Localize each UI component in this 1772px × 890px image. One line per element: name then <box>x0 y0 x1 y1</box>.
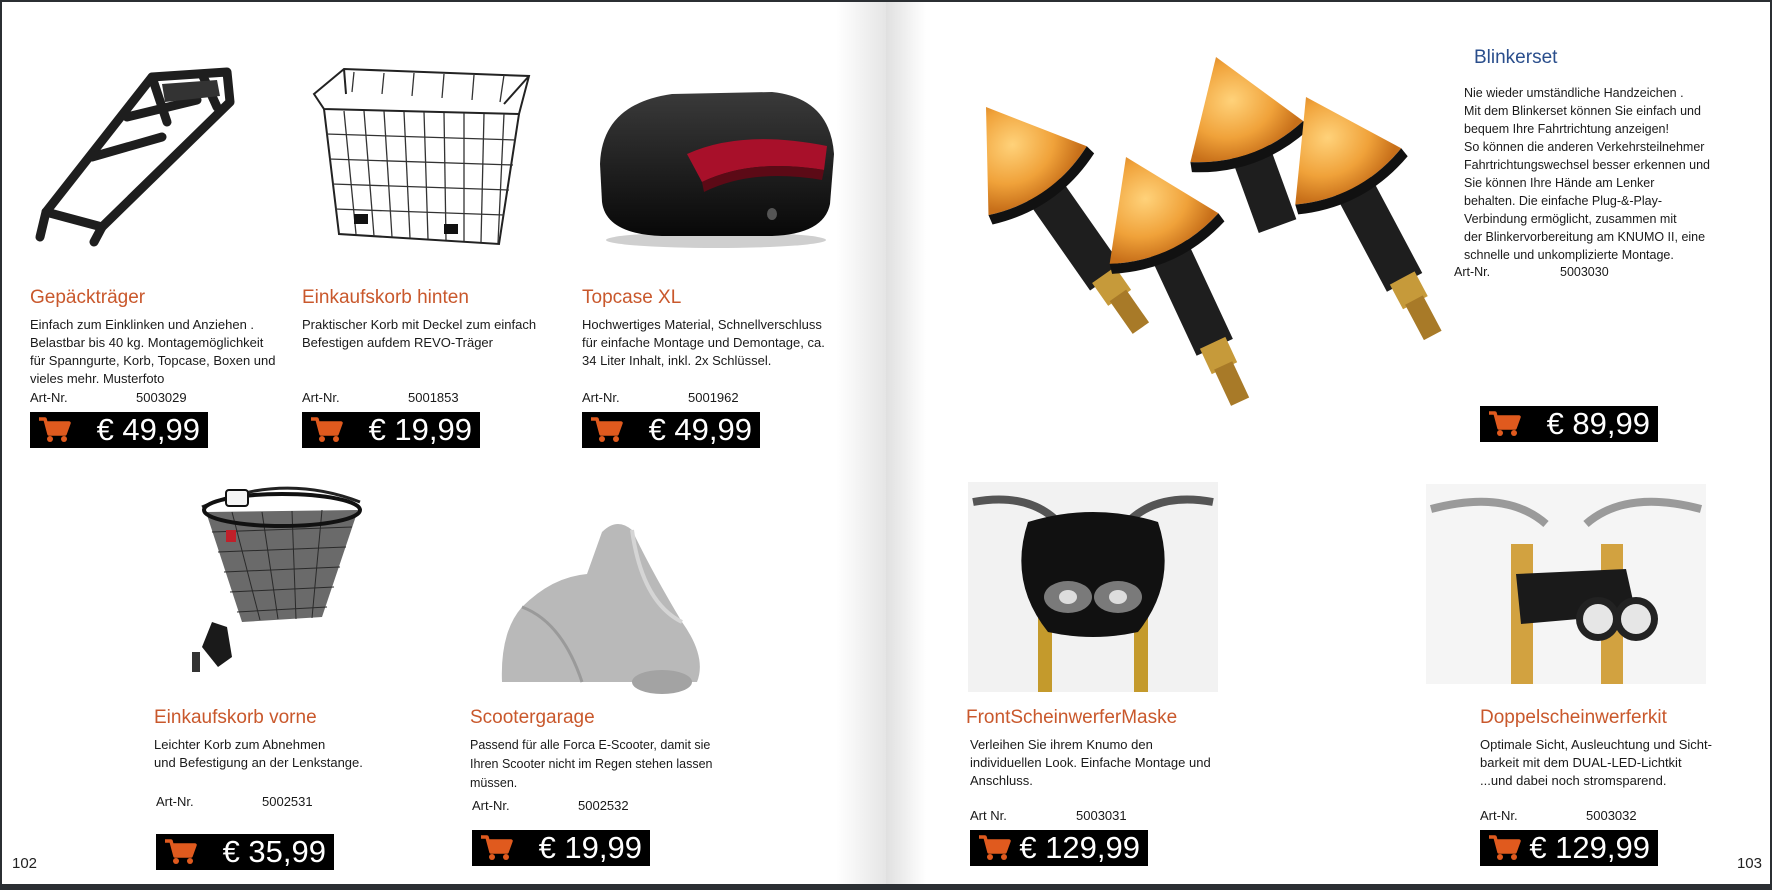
product-einkaufskorb-hinten <box>302 286 572 352</box>
price-box <box>582 412 760 448</box>
page-number: 102 <box>12 855 38 872</box>
art-nr-row <box>970 808 1127 823</box>
art-nr-label: Art-Nr. <box>472 798 510 813</box>
art-nr-label: Art-Nr. <box>156 794 194 809</box>
product-einkaufskorb-vorne <box>154 706 444 772</box>
price-box <box>156 834 334 870</box>
price-box <box>472 830 650 866</box>
art-nr-label: Art-Nr. <box>30 390 68 405</box>
product-title: Gepäckträger <box>30 287 146 308</box>
art-nr-label: Art-Nr. <box>1480 808 1518 823</box>
shopping-cart-icon <box>479 834 513 862</box>
product-title: Einkaufskorb vorne <box>154 707 317 728</box>
art-nr-row <box>1480 808 1637 823</box>
add-to-cart-button[interactable] <box>1480 830 1528 866</box>
product-doppelscheinwerferkit <box>1480 706 1760 790</box>
front-headlight-mask-image <box>968 482 1218 692</box>
shopping-cart-icon <box>1487 834 1521 862</box>
product-title: Doppelscheinwerferkit <box>1480 707 1667 728</box>
add-to-cart-button[interactable] <box>302 412 350 448</box>
product-title: Einkaufskorb hinten <box>302 287 469 308</box>
art-nr-value: 5001962 <box>688 390 739 405</box>
product-description: Hochwertiges Material, Schnellverschluss für einfache Montage und Demontage, ca. 34 Liter Inhalt, inkl. 2x Schlüssel. <box>582 317 825 368</box>
art-nr-label: Art-Nr. <box>302 390 340 405</box>
price-value: € 19,99 <box>368 412 472 447</box>
art-nr-row <box>582 390 739 405</box>
product-description: Leichter Korb zum Abnehmen und Befestigung an der Lenkstange. <box>154 737 363 770</box>
price-value: € 129,99 <box>1019 830 1140 865</box>
product-scootergarage <box>470 706 750 793</box>
dual-headlight-kit-image <box>1426 484 1706 684</box>
art-nr-row <box>472 798 629 813</box>
price-value: € 19,99 <box>538 830 642 865</box>
price-box <box>970 830 1148 866</box>
price-box <box>302 412 480 448</box>
art-nr-value: 5003032 <box>1586 808 1637 823</box>
rear-basket-image <box>304 64 536 254</box>
art-nr-value: 5003031 <box>1076 808 1127 823</box>
product-title: Topcase XL <box>582 287 682 308</box>
art-nr-label: Art-Nr. <box>582 390 620 405</box>
product-frontscheinwerfermaske <box>966 706 1266 790</box>
add-to-cart-button[interactable] <box>156 834 204 870</box>
art-nr-row <box>1454 265 1609 279</box>
product-description: Nie wieder umständliche Handzeichen . Mit dem Blinkerset können Sie einfach und bequem Ihre Fahrtrichtung anzeigen! So können die anderen Verkehrsteilnehmer Fahrtrichtungswechsel besser erkennen und Sie können Ihre Hände am Lenker behalten. Die einfache Plug-&-Play- Verbindung ermöglicht, zusammen mit der Blinkervorbereitung am KNUMO II, eine schnelle und unkomplizierte Montage. <box>1464 86 1710 262</box>
product-title: FrontScheinwerferMaske <box>966 707 1178 728</box>
shopping-cart-icon <box>309 416 343 444</box>
product-description: Einfach zum Einklinken und Anziehen . Belastbar bis 40 kg. Montagemöglichkeit für Spanngurte, Korb, Topcase, Boxen und vieles mehr. Musterfoto <box>30 317 276 386</box>
product-topcase-xl <box>582 286 872 370</box>
shopping-cart-icon <box>1487 410 1521 438</box>
shopping-cart-icon <box>163 838 197 866</box>
art-nr-label: Art Nr. <box>970 808 1007 823</box>
add-to-cart-button[interactable] <box>1480 406 1528 442</box>
art-nr-label: Art-Nr. <box>1454 265 1491 279</box>
product-description: Passend für alle Forca E-Scooter, damit sie Ihren Scooter nicht im Regen stehen lassen müssen. <box>470 738 713 790</box>
art-nr-row <box>156 794 313 809</box>
price-value: € 49,99 <box>96 412 200 447</box>
add-to-cart-button[interactable] <box>970 830 1018 866</box>
art-nr-row <box>302 390 459 405</box>
product-description: Optimale Sicht, Ausleuchtung und Sicht- barkeit mit dem DUAL-LED-Lichtkit ...und dabei noch stromsparend. <box>1480 737 1712 788</box>
product-title: Blinkerset <box>1474 47 1558 68</box>
add-to-cart-button[interactable] <box>30 412 78 448</box>
art-nr-row <box>30 390 187 405</box>
art-nr-value: 5003029 <box>136 390 187 405</box>
shopping-cart-icon <box>37 416 71 444</box>
page-gutter-shadow <box>836 2 886 884</box>
scooter-cover-image <box>492 512 707 702</box>
art-nr-value: 5001853 <box>408 390 459 405</box>
price-box <box>30 412 208 448</box>
art-nr-value: 5003030 <box>1560 265 1609 279</box>
art-nr-value: 5002531 <box>262 794 313 809</box>
product-description: Verleihen Sie ihrem Knumo den individuellen Look. Einfache Montage und Anschluss. <box>970 737 1211 788</box>
page-number: 103 <box>1736 855 1762 872</box>
price-box <box>1480 830 1658 866</box>
catalog-page-left <box>2 2 886 884</box>
add-to-cart-button[interactable] <box>582 412 630 448</box>
front-basket-image <box>182 472 372 687</box>
art-nr-value: 5002532 <box>578 798 629 813</box>
turn-signal-set-image <box>886 37 1446 412</box>
product-blinkerset <box>1464 46 1744 264</box>
shopping-cart-icon <box>977 834 1011 862</box>
add-to-cart-button[interactable] <box>472 830 520 866</box>
catalog-page-right <box>886 2 1770 884</box>
shopping-cart-icon <box>589 416 623 444</box>
product-description: Praktischer Korb mit Deckel zum einfach Befestigen aufdem REVO-Träger <box>302 317 537 350</box>
product-title: Scootergarage <box>470 707 595 728</box>
topcase-image <box>592 84 840 252</box>
luggage-rack-image <box>32 62 242 247</box>
price-box <box>1480 406 1658 442</box>
price-value: € 49,99 <box>648 412 752 447</box>
price-value: € 129,99 <box>1529 830 1650 865</box>
price-value: € 89,99 <box>1546 406 1650 441</box>
price-value: € 35,99 <box>222 834 326 869</box>
product-gepaecktraeger <box>30 286 300 388</box>
